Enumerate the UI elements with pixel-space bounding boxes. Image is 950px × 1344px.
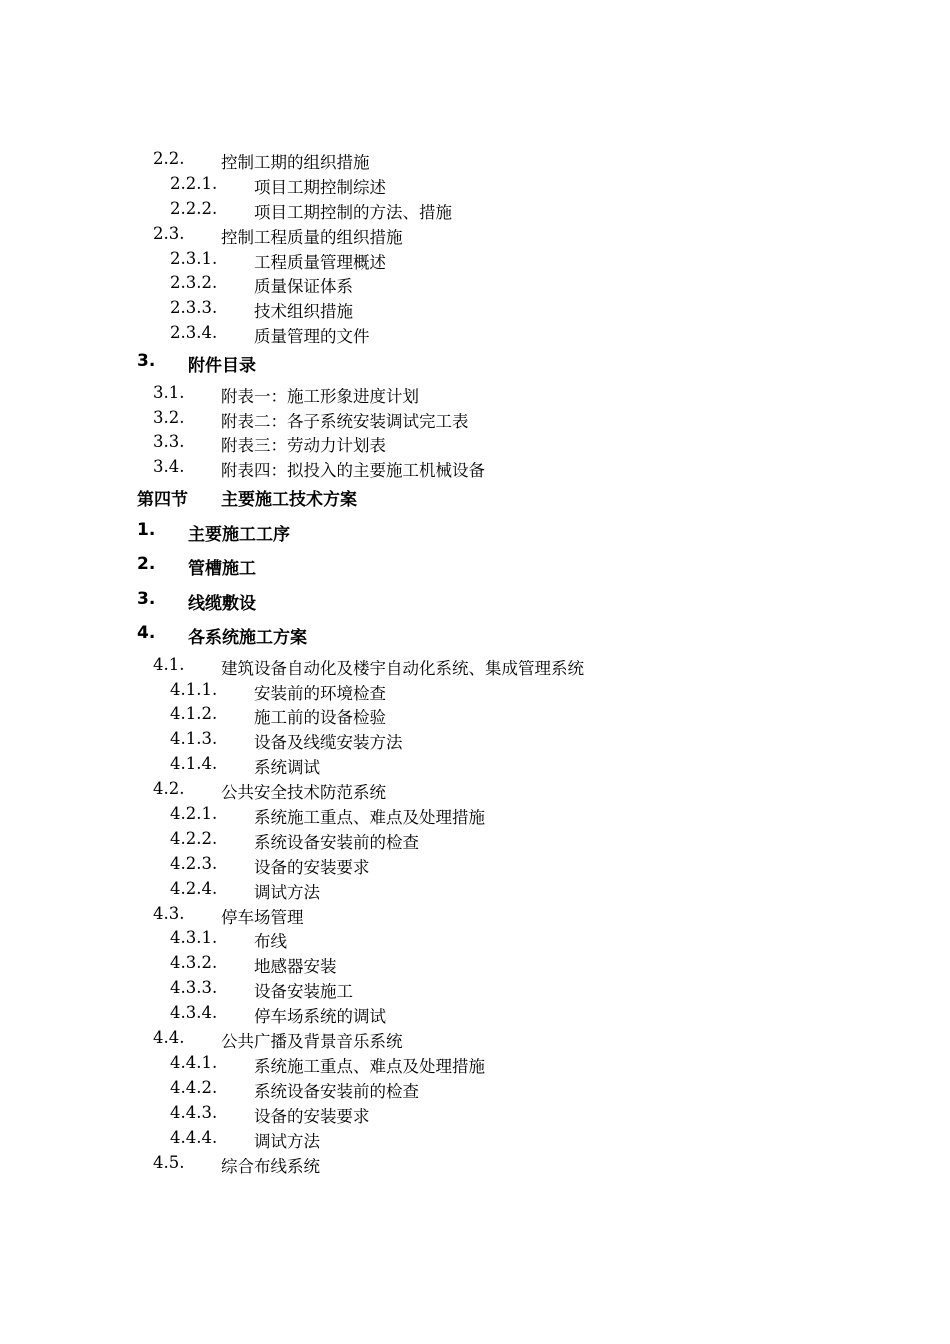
toc-entry-level-3 [0, 729, 950, 754]
toc-entry-level-3 [0, 249, 950, 274]
toc-entry-level-3 [0, 298, 950, 323]
toc-entry-number: 4.1.2. [170, 704, 218, 724]
toc-entry-title: 各系统施工方案 [188, 628, 307, 649]
toc-entry-title: 项目工期控制综述 [254, 177, 386, 197]
toc-entry-level-1 [0, 348, 950, 383]
toc-entry-level-3 [0, 1128, 950, 1153]
toc-entry-number: 2.3.4. [170, 323, 218, 343]
toc-entry-title: 质量管理的文件 [254, 327, 370, 347]
toc-entry-level-1 [0, 586, 950, 621]
toc-entry-title: 施工前的设备检验 [254, 708, 386, 728]
toc-entry-level-2 [0, 1028, 950, 1053]
toc-entry-title: 质量保证体系 [254, 277, 353, 297]
toc-entry-level-2 [0, 779, 950, 804]
toc-entry-number: 第四节 [137, 490, 188, 511]
toc-entry-title: 控制工期的组织措施 [221, 153, 370, 172]
toc-entry-level-2 [0, 655, 950, 680]
toc-entry-title: 线缆敷设 [188, 593, 256, 614]
toc-entry-title: 主要施工技术方案 [221, 490, 357, 511]
toc-entry-level-3 [0, 804, 950, 829]
toc-entry-title: 调试方法 [254, 1131, 320, 1151]
toc-entry-number: 4.3.2. [170, 953, 218, 973]
toc-entry-level-3 [0, 879, 950, 904]
toc-entry-number: 4.3.1. [170, 928, 218, 948]
toc-entry-title: 项目工期控制的方法、措施 [254, 202, 452, 222]
toc-entry-title: 技术组织措施 [254, 302, 353, 322]
toc-entry-number: 2. [137, 554, 156, 575]
toc-entry-level-2 [0, 1153, 950, 1178]
toc-entry-number: 4.1.4. [170, 754, 218, 774]
toc-entry-number: 1. [137, 519, 156, 540]
toc-entry-level-2 [0, 904, 950, 929]
toc-entry-number: 4.4.2. [170, 1077, 218, 1097]
toc-entry-title: 设备的安装要求 [254, 1106, 370, 1126]
toc-entry-number: 2.2. [153, 149, 185, 168]
toc-entry-title: 设备安装施工 [254, 982, 353, 1002]
toc-entry-number: 2.3.1. [170, 248, 218, 268]
toc-entry-level-3 [0, 754, 950, 779]
toc-entry-title: 设备的安装要求 [254, 857, 370, 877]
toc-entry-title: 附表三：劳动力计划表 [221, 436, 386, 456]
toc-entry-number: 4.3.3. [170, 978, 218, 998]
toc-entry-number: 4.3.4. [170, 1003, 218, 1023]
toc-entry-number: 4.4.4. [170, 1127, 218, 1147]
toc-entry-title: 调试方法 [254, 882, 320, 902]
toc-entry-level-2 [0, 408, 950, 433]
toc-entry-number: 4.2.2. [170, 828, 218, 848]
toc-entry-number: 3.1. [153, 382, 185, 402]
toc-entry-title: 附表四：拟投入的主要施工机械设备 [221, 461, 485, 481]
toc-entry-number: 2.3.3. [170, 298, 218, 318]
toc-entry-number: 2.3. [153, 223, 185, 243]
toc-entry-level-1 [0, 551, 950, 586]
toc-entry-title: 安装前的环境检查 [254, 683, 386, 703]
toc-entry-title: 综合布线系统 [221, 1156, 320, 1176]
toc-entry-level-2 [0, 457, 950, 482]
toc-entry-title: 布线 [254, 932, 287, 952]
toc-entry-level-2 [0, 224, 950, 249]
toc-entry-title: 系统施工重点、难点及处理措施 [254, 808, 485, 828]
toc-entry-number: 3.2. [153, 407, 185, 427]
toc-entry-level-3 [0, 1103, 950, 1128]
toc-entry-number: 4.4.1. [170, 1052, 218, 1072]
toc-entry-level-1 [0, 620, 950, 655]
toc-entry-title: 公共安全技术防范系统 [221, 783, 386, 803]
toc-entry-level-1 [0, 517, 950, 552]
toc-entry-title: 工程质量管理概述 [254, 252, 386, 272]
toc-entry-level-3 [0, 323, 950, 348]
toc-entry-level-2 [0, 432, 950, 457]
toc-entry-number: 4.3. [153, 903, 185, 923]
toc-entry-level-3 [0, 704, 950, 729]
toc-entry-number: 4.1.1. [170, 679, 218, 699]
toc-entry-title: 控制工程质量的组织措施 [221, 227, 403, 247]
toc-entry-level-3 [0, 829, 950, 854]
toc-entry-number: 3.4. [153, 457, 185, 477]
toc-entry-level-3 [0, 1003, 950, 1028]
toc-entry-title: 附件目录 [188, 356, 256, 377]
toc-entry-level-3 [0, 174, 950, 199]
toc-entry-level-2 [0, 149, 950, 174]
toc-entry-level-3 [0, 953, 950, 978]
toc-entry-number: 3. [137, 588, 156, 609]
toc-entry-level-3 [0, 680, 950, 705]
toc-entry-number: 4.2. [153, 779, 185, 799]
toc-entry-title: 系统设备安装前的检查 [254, 1081, 419, 1101]
toc-entry-title: 系统设备安装前的检查 [254, 832, 419, 852]
toc-entry-title: 附表二：各子系统安装调试完工表 [221, 411, 469, 431]
toc-entry-title: 主要施工工序 [188, 524, 290, 545]
toc-entry-number: 3.3. [153, 432, 185, 452]
toc-entry-number: 4.4.3. [170, 1102, 218, 1122]
toc-entry-title: 公共广播及背景音乐系统 [221, 1032, 403, 1052]
toc-entry-title: 附表一：施工形象进度计划 [221, 386, 419, 406]
toc-entry-title: 停车场系统的调试 [254, 1007, 386, 1027]
toc-entry-number: 4.2.3. [170, 853, 218, 873]
toc-entry-number: 4.4. [153, 1028, 185, 1048]
toc-entry-title: 设备及线缆安装方法 [254, 733, 403, 753]
toc-entry-level-3 [0, 273, 950, 298]
toc-entry-number: 3. [137, 351, 156, 372]
table-of-contents [0, 149, 950, 1177]
toc-entry-number: 4.2.1. [170, 804, 218, 824]
toc-entry-level-0 [0, 482, 950, 517]
toc-entry-number: 4.1.3. [170, 729, 218, 749]
toc-entry-title: 管槽施工 [188, 559, 256, 580]
toc-entry-number: 2.2.2. [170, 198, 218, 218]
toc-entry-level-3 [0, 854, 950, 879]
toc-entry-level-3 [0, 1053, 950, 1078]
toc-entry-title: 系统施工重点、难点及处理措施 [254, 1056, 485, 1076]
toc-entry-level-3 [0, 199, 950, 224]
toc-entry-title: 系统调试 [254, 758, 320, 778]
toc-entry-level-3 [0, 1078, 950, 1103]
toc-entry-number: 4.5. [153, 1152, 185, 1172]
toc-entry-number: 2.3.2. [170, 273, 218, 293]
toc-entry-title: 停车场管理 [221, 907, 304, 927]
toc-entry-level-3 [0, 978, 950, 1003]
toc-entry-number: 4. [137, 623, 156, 644]
toc-entry-number: 4.2.4. [170, 878, 218, 898]
toc-entry-level-3 [0, 928, 950, 953]
toc-entry-title: 建筑设备自动化及楼宇自动化系统、集成管理系统 [221, 658, 584, 678]
toc-entry-number: 4.1. [153, 654, 185, 674]
toc-entry-level-2 [0, 383, 950, 408]
toc-entry-number: 2.2.1. [170, 173, 218, 193]
toc-entry-title: 地感器安装 [254, 957, 337, 977]
